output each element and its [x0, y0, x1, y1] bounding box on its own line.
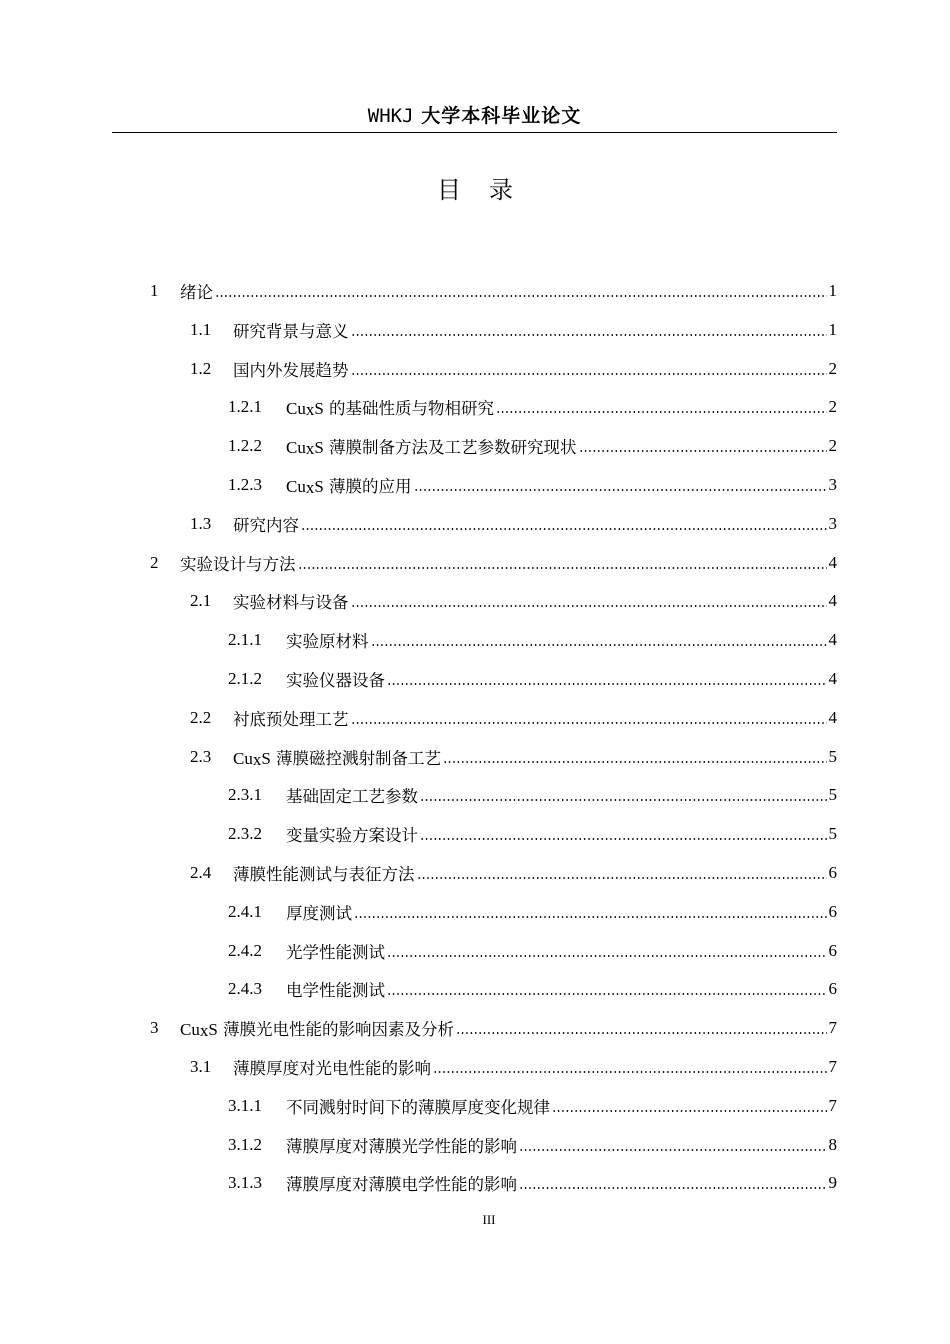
toc-entry-number: 2.1.2 — [228, 669, 262, 688]
toc-entry[interactable] — [228, 932, 837, 970]
dot-leader — [387, 683, 827, 685]
toc-entry-page: 6 — [828, 863, 837, 882]
toc-entry-page: 2 — [828, 358, 837, 378]
toc-entry-number: 2.3.1 — [228, 785, 262, 805]
toc-title: 目录 — [437, 176, 541, 204]
toc-entry-text: 薄膜厚度对光电性能的影响 — [233, 1059, 431, 1078]
formula-prefix: Cu — [233, 748, 253, 768]
toc-entry-text: 电学性能测试 — [286, 981, 385, 1001]
toc-entry-page: 4 — [828, 630, 837, 650]
toc-entry-number: 2.4 — [190, 863, 212, 882]
toc-entry-text: 薄膜制备方法及工艺参数研究现状 — [323, 438, 577, 458]
toc-entry[interactable] — [228, 660, 837, 698]
dot-leader — [519, 1187, 827, 1189]
dot-leader — [215, 295, 827, 297]
formula-subscript: x — [305, 400, 315, 420]
toc-entry-number: 1.2 — [190, 358, 212, 378]
toc-entry-text: 国内外发展趋势 — [233, 360, 349, 380]
toc-entry-label — [233, 861, 415, 885]
dot-leader — [579, 450, 827, 452]
toc-entry-number: 1 — [150, 281, 159, 300]
toc-entry-number: 3.1.3 — [228, 1173, 262, 1193]
formula-prefix: Cu — [180, 1020, 200, 1040]
toc-entry-label — [286, 667, 385, 691]
toc-entry-number: 3.1.1 — [228, 1095, 262, 1115]
toc-entry[interactable] — [190, 311, 837, 349]
page-number: III — [482, 1212, 496, 1227]
toc-entry-text: 不同溅射时间下的薄膜厚度变化规律 — [286, 1097, 550, 1117]
toc-entry-number: 2.4.2 — [228, 940, 262, 960]
toc-entry-number: 3.1.2 — [228, 1134, 262, 1154]
toc-entry[interactable] — [228, 1087, 837, 1125]
toc-entry[interactable] — [190, 350, 837, 388]
toc-entry-number: 3 — [150, 1018, 159, 1038]
toc-entry-page: 6 — [828, 979, 837, 999]
dot-leader — [417, 877, 827, 879]
toc-entry-label — [233, 512, 299, 536]
toc-entry-text: 厚度测试 — [286, 903, 352, 923]
toc-entry-text: 衬底预处理工艺 — [233, 709, 349, 729]
toc-entry-page: 9 — [828, 1173, 837, 1193]
toc-entry-page: 3 — [828, 513, 837, 533]
toc-entry-label — [233, 706, 349, 730]
dot-leader — [351, 334, 827, 336]
dot-leader — [351, 722, 827, 724]
toc-entry-text: 薄膜厚度对薄膜电学性能的影响 — [286, 1175, 517, 1195]
dot-leader — [354, 916, 827, 918]
toc-entry-page: 7 — [828, 1018, 837, 1038]
toc-entry[interactable] — [190, 738, 837, 776]
toc-entry-label — [233, 745, 441, 769]
dot-leader — [496, 411, 826, 413]
formula-prefix: Cu — [286, 399, 306, 419]
toc-entry[interactable] — [190, 854, 837, 892]
toc-entry-label — [233, 357, 349, 381]
toc-entry-label — [233, 1055, 431, 1079]
toc-entry-label — [286, 783, 418, 807]
dot-leader — [519, 1149, 827, 1151]
dot-leader — [301, 528, 827, 530]
toc-entry-text: 的基础性质与物相研究 — [323, 399, 495, 419]
formula-suffix: S — [314, 477, 324, 496]
dot-leader — [298, 567, 827, 569]
toc-entry-label — [180, 279, 213, 303]
toc-entry-page: 5 — [828, 746, 837, 766]
formula-subscript: x — [252, 749, 262, 769]
toc-entry-page: 6 — [828, 940, 837, 960]
toc-entry-page: 4 — [828, 552, 837, 572]
toc-entry-text: 变量实验方案设计 — [286, 826, 418, 846]
toc-entry[interactable] — [190, 699, 837, 737]
formula-prefix: Cu — [286, 477, 306, 496]
toc-entry[interactable] — [228, 970, 837, 1008]
toc-entry-page: 7 — [828, 1057, 837, 1076]
toc-entry[interactable] — [228, 776, 837, 814]
toc-entry-number: 1.2.3 — [228, 475, 262, 494]
toc-entry-text: 基础固定工艺参数 — [286, 787, 418, 807]
toc-entry-number: 2 — [150, 552, 159, 572]
toc-entry-text: 薄膜光电性能的影响因素及分析 — [217, 1020, 455, 1040]
toc-entry-number: 2.3 — [190, 746, 212, 766]
toc-entry-label — [286, 900, 352, 924]
toc-entry-page: 5 — [828, 785, 837, 805]
dot-leader — [387, 993, 827, 995]
toc-entry[interactable] — [150, 544, 837, 582]
toc-entry-label — [233, 589, 349, 613]
formula-prefix: Cu — [286, 438, 306, 458]
dot-leader — [552, 1110, 827, 1112]
toc-entry-label — [286, 628, 369, 652]
toc-entry[interactable] — [228, 1126, 837, 1164]
toc-entry[interactable] — [228, 388, 837, 426]
dot-leader — [420, 838, 827, 840]
toc-entry-label — [286, 395, 494, 419]
toc-entry-label — [233, 318, 349, 342]
toc-entry-page: 2 — [828, 397, 837, 417]
toc-entry[interactable] — [228, 815, 837, 853]
dot-leader — [414, 489, 827, 491]
toc-entry-text: 薄膜厚度对薄膜光学性能的影响 — [286, 1136, 517, 1156]
toc-entry-number: 1.3 — [190, 513, 212, 533]
dot-leader — [387, 955, 827, 957]
toc-entry-number: 1.2.1 — [228, 397, 262, 417]
toc-entry-label — [286, 434, 577, 458]
toc-entry-text: 实验材料与设备 — [233, 593, 349, 613]
toc-entry-text: 薄膜磁控溅射制备工艺 — [270, 748, 442, 768]
toc-entry-page: 3 — [828, 475, 837, 494]
dot-leader — [420, 799, 827, 801]
toc-entry-number: 2.4.3 — [228, 979, 262, 999]
toc-entry-number: 2.4.1 — [228, 901, 262, 921]
page-header — [112, 100, 837, 133]
toc-entry-text: 实验设计与方法 — [180, 554, 296, 574]
toc-entry-page: 5 — [828, 824, 837, 844]
toc-entry-number: 2.1.1 — [228, 630, 262, 650]
dot-leader — [443, 761, 826, 763]
toc-entry-page: 6 — [828, 901, 837, 921]
toc-entry-number: 2.2 — [190, 707, 212, 727]
toc-entry[interactable] — [150, 272, 837, 310]
toc-entry[interactable] — [228, 893, 837, 931]
formula-suffix: S — [208, 1020, 218, 1040]
dot-leader — [433, 1071, 827, 1073]
toc-entry-label — [286, 473, 412, 497]
toc-entry-label — [286, 1094, 550, 1118]
toc-entry-page: 4 — [828, 591, 837, 611]
toc-entry-text: 研究背景与意义 — [233, 321, 349, 341]
toc-entry-label — [286, 822, 418, 846]
toc-entry-label — [286, 1171, 517, 1195]
toc-entry[interactable] — [190, 1048, 837, 1086]
toc-entry-text: 薄膜的应用 — [323, 477, 412, 496]
formula-suffix: S — [261, 748, 271, 768]
toc-entry-label — [286, 1133, 517, 1157]
formula-subscript: x — [199, 1021, 209, 1041]
toc-entry-label — [180, 1016, 454, 1040]
toc-entry[interactable] — [150, 1009, 837, 1047]
toc-entry-text: 实验仪器设备 — [286, 671, 385, 690]
dot-leader — [351, 605, 827, 607]
toc-entry-page: 1 — [828, 281, 837, 300]
header-title — [368, 105, 581, 127]
toc-entry-page: 4 — [828, 707, 837, 727]
toc-entry-number: 2.3.2 — [228, 824, 262, 844]
header-cjk: 大学本科毕业论文 — [421, 105, 582, 127]
toc-entry-text: 光学性能测试 — [286, 942, 385, 962]
toc-entry-label — [180, 551, 296, 575]
toc-entry-number: 2.1 — [190, 591, 212, 611]
dot-leader — [371, 644, 827, 646]
dot-leader — [456, 1032, 826, 1034]
toc-entry-label — [286, 977, 385, 1001]
toc-entry[interactable] — [228, 621, 837, 659]
toc-entry-page: 4 — [828, 669, 837, 688]
toc-entry[interactable] — [190, 582, 837, 620]
toc-entry-number: 1.2.2 — [228, 436, 262, 456]
toc-entry-page: 1 — [828, 319, 837, 339]
dot-leader — [351, 373, 827, 375]
toc-entry[interactable] — [228, 427, 837, 465]
toc-entry[interactable] — [228, 466, 837, 504]
toc-entry[interactable] — [190, 505, 837, 543]
formula-subscript: x — [305, 478, 315, 497]
formula-suffix: S — [314, 399, 324, 419]
toc-entry-number: 1.1 — [190, 319, 212, 339]
toc-entry-text: 实验原材料 — [286, 632, 369, 652]
toc-entry-number: 3.1 — [190, 1057, 212, 1076]
toc-entry-text: 薄膜性能测试与表征方法 — [233, 865, 415, 884]
formula-subscript: x — [305, 439, 315, 459]
toc-entry-text: 研究内容 — [233, 515, 299, 535]
toc-entry-page: 7 — [828, 1095, 837, 1115]
toc-entry-label — [286, 939, 385, 963]
toc-entry[interactable] — [228, 1164, 837, 1202]
toc-entry-text: 绪论 — [180, 283, 213, 302]
toc-entry-page: 2 — [828, 436, 837, 456]
header-latin: WHKJ — [367, 105, 414, 127]
toc-entry-page: 8 — [828, 1134, 837, 1154]
formula-suffix: S — [314, 438, 324, 458]
